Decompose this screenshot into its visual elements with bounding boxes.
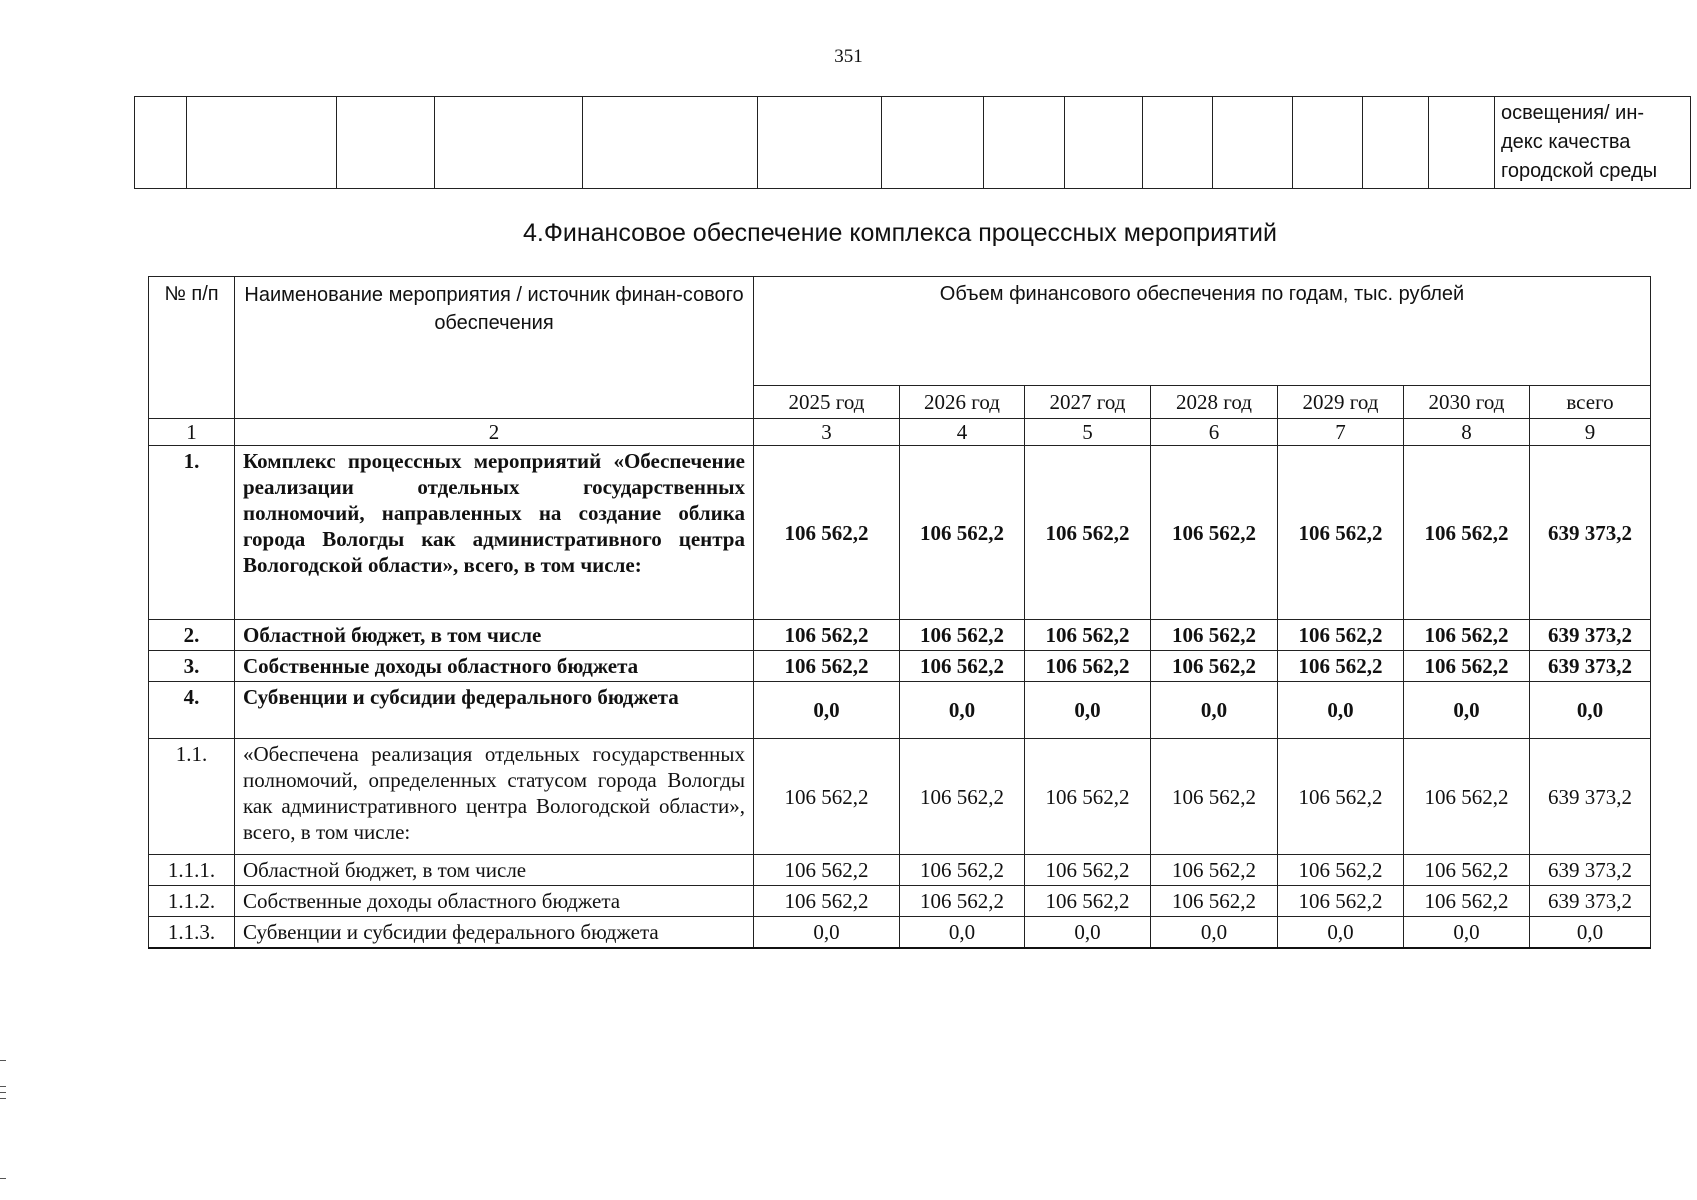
value-cell: 106 562,2 [1151, 855, 1278, 886]
row-name: Областной бюджет, в том числе [235, 855, 754, 886]
row-name: Собственные доходы областного бюджета [235, 886, 754, 917]
total-cell: 0,0 [1530, 682, 1651, 739]
row-number: 1.1.2. [149, 886, 235, 917]
header-year: 2029 год [1278, 386, 1404, 419]
empty-cell [1293, 97, 1363, 189]
header-year: 2025 год [754, 386, 900, 419]
header-year: 2027 год [1025, 386, 1151, 419]
section-title: 4.Финансовое обеспечение комплекса процессных мероприятий [523, 219, 1277, 247]
value-cell: 106 562,2 [1278, 886, 1404, 917]
value-cell: 106 562,2 [1404, 651, 1530, 682]
total-cell: 639 373,2 [1530, 886, 1651, 917]
table-row [149, 651, 1651, 682]
value-cell: 106 562,2 [1404, 446, 1530, 620]
empty-cell [337, 97, 435, 189]
value-cell: 0,0 [1151, 917, 1278, 949]
value-cell: 106 562,2 [754, 446, 900, 620]
value-cell: 0,0 [1151, 682, 1278, 739]
value-cell: 106 562,2 [1151, 739, 1278, 855]
value-cell: 106 562,2 [900, 886, 1025, 917]
row-name: Областной бюджет, в том числе [235, 620, 754, 651]
value-cell: 106 562,2 [1025, 886, 1151, 917]
empty-cell [1363, 97, 1429, 189]
column-index: 3 [754, 419, 900, 446]
scan-margin-mark [0, 1178, 6, 1179]
table-row [149, 886, 1651, 917]
value-cell: 106 562,2 [1278, 620, 1404, 651]
value-cell: 0,0 [1404, 682, 1530, 739]
value-cell: 106 562,2 [1025, 855, 1151, 886]
value-cell: 106 562,2 [1025, 651, 1151, 682]
empty-cell [135, 97, 187, 189]
header-row [149, 277, 1651, 386]
table-row [149, 855, 1651, 886]
empty-cell [435, 97, 583, 189]
header-no: № п/п [149, 277, 235, 419]
column-index: 6 [1151, 419, 1278, 446]
row-number: 1. [149, 446, 235, 620]
financing-table [148, 276, 1651, 949]
value-cell: 106 562,2 [1025, 739, 1151, 855]
value-cell: 106 562,2 [1025, 620, 1151, 651]
indicator-line: городской среды [1501, 160, 1658, 182]
row-name: Собственные доходы областного бюджета [235, 651, 754, 682]
table-row [149, 917, 1651, 949]
row-number: 1.1.3. [149, 917, 235, 949]
indicator-line: декс качества [1501, 131, 1631, 153]
value-cell: 106 562,2 [1404, 620, 1530, 651]
header-name: Наименование мероприятия / источник финан-сового обеспечения [235, 277, 754, 419]
table-row [149, 739, 1651, 855]
indicator-cell [1495, 97, 1691, 189]
continuation-row [135, 97, 1691, 189]
empty-cell [1429, 97, 1495, 189]
value-cell: 106 562,2 [1278, 651, 1404, 682]
total-cell: 639 373,2 [1530, 855, 1651, 886]
value-cell: 106 562,2 [900, 446, 1025, 620]
empty-cell [882, 97, 984, 189]
column-index: 1 [149, 419, 235, 446]
value-cell: 0,0 [1025, 917, 1151, 949]
scan-margin-mark [0, 1098, 6, 1099]
column-index: 4 [900, 419, 1025, 446]
column-index-row [149, 419, 1651, 446]
table-row [149, 620, 1651, 651]
row-name: Комплекс процессных мероприятий «Обеспечение реализации отдельных государственных полномочий, направленных на создание облика города Вологды как административного центра Вологодской области», всего, в том числе: [235, 446, 754, 620]
row-name: Субвенции и субсидии федерального бюджета [235, 917, 754, 949]
empty-cell [187, 97, 337, 189]
total-cell: 0,0 [1530, 917, 1651, 949]
value-cell: 106 562,2 [754, 855, 900, 886]
header-total: всего [1530, 386, 1651, 419]
value-cell: 0,0 [900, 917, 1025, 949]
header-year: 2026 год [900, 386, 1025, 419]
row-number: 1.1.1. [149, 855, 235, 886]
value-cell: 0,0 [1025, 682, 1151, 739]
value-cell: 106 562,2 [1151, 620, 1278, 651]
value-cell: 106 562,2 [900, 651, 1025, 682]
column-index: 7 [1278, 419, 1404, 446]
row-name: «Обеспечена реализация отдельных государственных полномочий, определенных статусом города Вологды как административного центра Вологодской области», всего, в том числе: [235, 739, 754, 855]
value-cell: 106 562,2 [754, 620, 900, 651]
value-cell: 106 562,2 [1404, 886, 1530, 917]
value-cell: 106 562,2 [1278, 446, 1404, 620]
value-cell: 0,0 [900, 682, 1025, 739]
table-row [149, 682, 1651, 739]
value-cell: 106 562,2 [754, 886, 900, 917]
value-cell: 106 562,2 [1278, 855, 1404, 886]
indicator-line: освещения/ ин- [1501, 102, 1645, 124]
empty-cell [1143, 97, 1213, 189]
value-cell: 106 562,2 [754, 739, 900, 855]
total-cell: 639 373,2 [1530, 739, 1651, 855]
value-cell: 0,0 [1278, 682, 1404, 739]
value-cell: 106 562,2 [1404, 739, 1530, 855]
value-cell: 106 562,2 [1151, 651, 1278, 682]
column-index: 5 [1025, 419, 1151, 446]
column-index: 8 [1404, 419, 1530, 446]
value-cell: 106 562,2 [754, 651, 900, 682]
value-cell: 0,0 [754, 682, 900, 739]
row-name: Субвенции и субсидии федерального бюджета [235, 682, 754, 739]
value-cell: 0,0 [1404, 917, 1530, 949]
value-cell: 106 562,2 [900, 855, 1025, 886]
scan-margin-mark [0, 1060, 6, 1061]
empty-cell [758, 97, 882, 189]
empty-cell [1213, 97, 1293, 189]
column-index: 9 [1530, 419, 1651, 446]
total-cell: 639 373,2 [1530, 651, 1651, 682]
header-year: 2028 год [1151, 386, 1278, 419]
value-cell: 106 562,2 [1151, 886, 1278, 917]
row-number: 4. [149, 682, 235, 739]
value-cell: 0,0 [1278, 917, 1404, 949]
total-cell: 639 373,2 [1530, 446, 1651, 620]
empty-cell [984, 97, 1065, 189]
total-cell: 639 373,2 [1530, 620, 1651, 651]
value-cell: 0,0 [754, 917, 900, 949]
header-volume: Объем финансового обеспечения по годам, тыс. рублей [754, 277, 1651, 386]
value-cell: 106 562,2 [1025, 446, 1151, 620]
page-number: 351 [834, 46, 863, 67]
column-index: 2 [235, 419, 754, 446]
empty-cell [583, 97, 758, 189]
row-number: 2. [149, 620, 235, 651]
header-year: 2030 год [1404, 386, 1530, 419]
row-number: 1.1. [149, 739, 235, 855]
value-cell: 106 562,2 [1151, 446, 1278, 620]
row-number: 3. [149, 651, 235, 682]
value-cell: 106 562,2 [1278, 739, 1404, 855]
continuation-table [134, 96, 1691, 189]
value-cell: 106 562,2 [900, 739, 1025, 855]
scan-margin-mark [0, 1092, 6, 1093]
scan-margin-mark [0, 1086, 6, 1087]
table-row [149, 446, 1651, 620]
value-cell: 106 562,2 [900, 620, 1025, 651]
empty-cell [1065, 97, 1143, 189]
value-cell: 106 562,2 [1404, 855, 1530, 886]
